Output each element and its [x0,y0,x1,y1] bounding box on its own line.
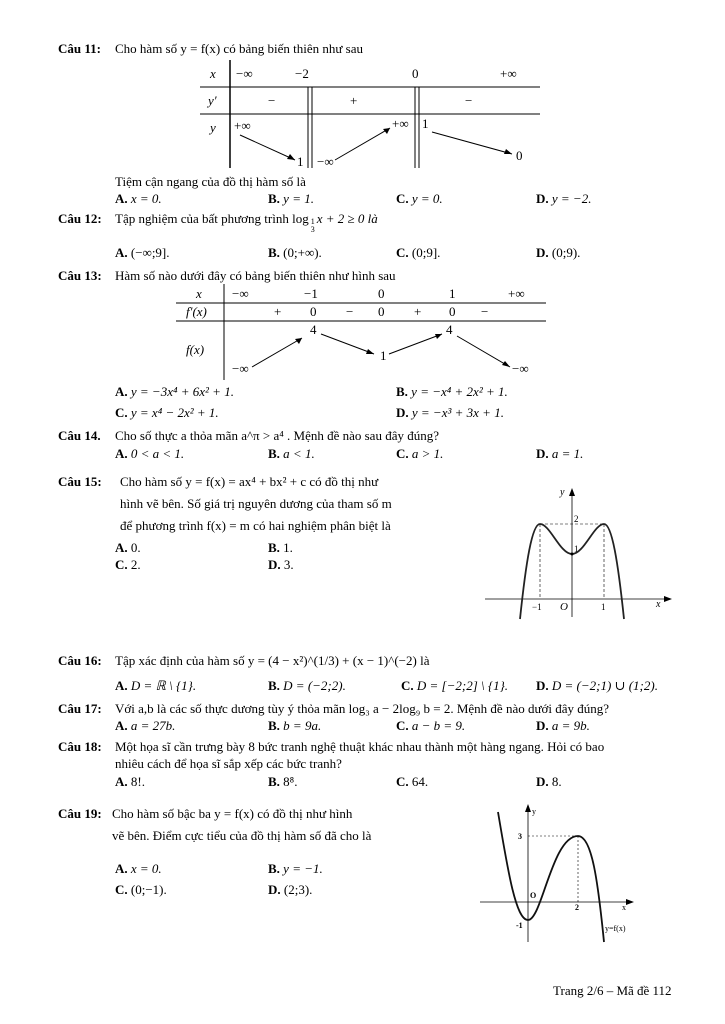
q11-x-head: x [210,66,216,81]
q16-label: Câu 16: [58,653,102,668]
page-footer: Trang 2/6 – Mã đề 112 [553,983,672,998]
q12-stem: Tập nghiệm của bất phương trình log 1 3x + 2 ≥ 0 là [115,211,378,234]
q11-stem: Cho hàm số y = f(x) có bảng biến thiên như sau [115,41,363,56]
svg-text:−: − [346,304,354,319]
svg-text:3: 3 [518,832,522,841]
svg-text:1: 1 [449,286,456,301]
svg-text:1: 1 [297,154,304,169]
svg-text:+: + [274,304,282,319]
svg-text:−1: −1 [304,286,318,301]
svg-text:−∞: −∞ [232,361,249,376]
svg-text:x: x [656,599,661,610]
q11-question: Tiệm cận ngang của đồ thị hàm số là [115,174,306,189]
svg-text:0: 0 [412,66,419,81]
q19-graph [480,802,645,952]
svg-text:−∞: −∞ [232,286,249,301]
svg-text:x: x [196,286,202,301]
q11-label: Câu 11: [58,41,101,56]
svg-text:0: 0 [516,148,523,163]
svg-text:y: y [210,120,216,135]
svg-text:−1: −1 [532,602,542,612]
svg-text:1: 1 [422,116,429,131]
q15-graph [480,482,680,622]
svg-text:+∞: +∞ [234,118,251,133]
svg-text:+∞: +∞ [508,286,525,301]
q13-variation-table [176,284,546,380]
q15-label: Câu 15: [58,474,102,489]
svg-text:f(x): f(x) [186,342,205,357]
svg-text:f′(x): f′(x) [186,304,207,319]
svg-text:−∞: −∞ [317,154,334,169]
q17-label: Câu 17: [58,701,102,716]
svg-text:−: − [465,93,473,108]
svg-text:0: 0 [449,304,456,319]
svg-text:−: − [268,93,276,108]
svg-text:y′: y′ [208,93,217,108]
svg-text:−∞: −∞ [236,66,253,81]
svg-text:2: 2 [575,903,579,912]
svg-text:1: 1 [601,602,606,612]
svg-text:−∞: −∞ [512,361,529,376]
svg-text:O: O [560,601,568,613]
q13-stem: Hàm số nào dưới đây có bảng biến thiên như hình sau [115,268,396,283]
svg-text:−: − [481,304,489,319]
q12-label: Câu 12: [58,211,102,226]
q16-stem: Tập xác định của hàm số y = (4 − x²)^(1/3) + (x − 1)^(−2) là [115,653,430,668]
svg-text:1: 1 [380,348,387,363]
svg-text:y: y [560,487,565,498]
svg-text:2: 2 [574,514,579,524]
svg-text:0: 0 [378,304,385,319]
svg-text:x: x [622,903,626,912]
svg-text:1: 1 [574,544,579,554]
svg-text:−2: −2 [295,66,309,81]
q11-variation-table [200,60,540,180]
svg-text:+: + [350,93,358,108]
svg-text:+∞: +∞ [392,116,409,131]
svg-text:+∞: +∞ [500,66,517,81]
q13-label: Câu 13: [58,268,102,283]
q18-label: Câu 18: [58,739,102,754]
svg-text:4: 4 [310,322,317,337]
q14-label: Câu 14. [58,428,101,443]
svg-text:0: 0 [310,304,317,319]
svg-text:0: 0 [378,286,385,301]
svg-text:4: 4 [446,322,453,337]
svg-text:y: y [532,807,536,816]
q17-stem: Với a,b là các số thực dương tùy ý thỏa mãn log₃ a − 2log₉ b = 2. Mệnh đề nào dưới đây đúng? [115,701,610,716]
q19-label: Câu 19: [58,806,102,821]
svg-text:y=f(x): y=f(x) [605,924,626,933]
q14-stem: Cho số thực a thỏa mãn a^π > a⁴ . Mệnh đề nào sau đây đúng? [115,428,439,443]
svg-text:-1: -1 [516,921,523,930]
svg-text:+: + [414,304,422,319]
svg-text:O: O [530,891,537,900]
